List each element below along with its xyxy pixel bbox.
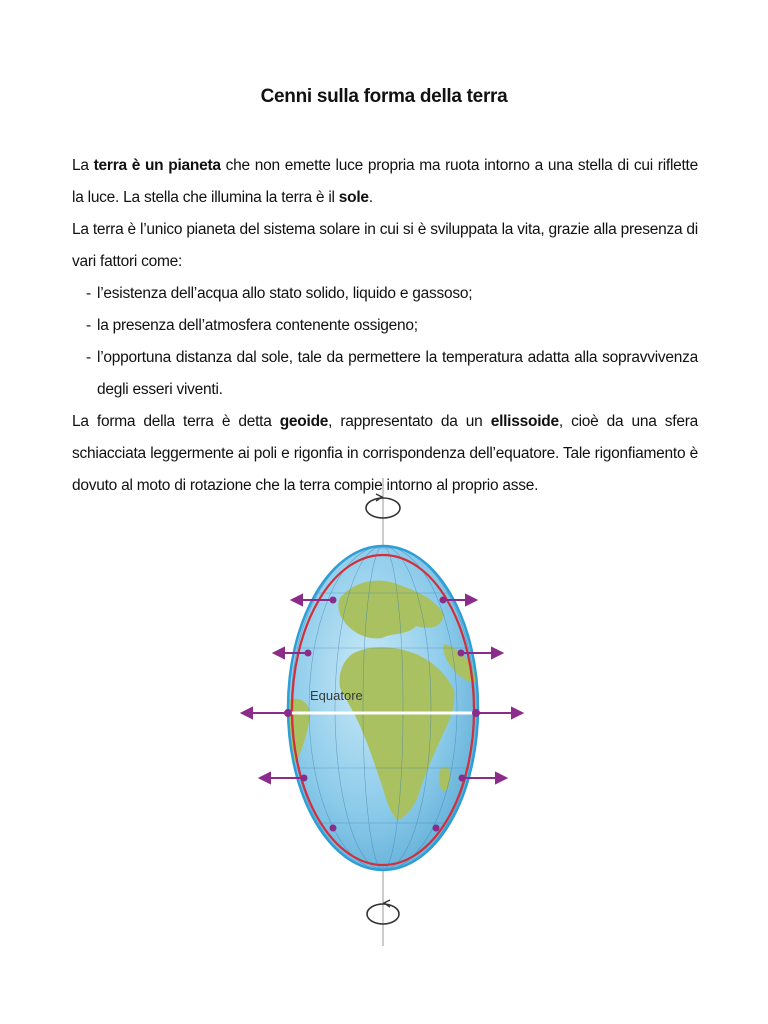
list-item-text: la presenza dell’atmosfera contenente ossigeno;: [97, 317, 418, 334]
list-item: [72, 342, 698, 406]
shape-text-3: , cioè da una sfera schiacciata leggermente ai poli e rigonfia in corrispondenza dell’equatore. Tale rigonfiamento è dovuto al moto di rotazione che la terra compie intorno al proprio asse.: [72, 413, 698, 494]
paragraph-life: La terra è l’unico pianeta del sistema solare in cui si è sviluppata la vita, grazie alla presenza di vari fattori come:: [72, 221, 698, 270]
shape-bold-geoid: geoide: [279, 413, 329, 430]
list-item-text: l’opportuna distanza dal sole, tale da permettere la temperatura adatta alla sopravvivenza degli esseri viventi.: [97, 349, 698, 398]
intro-text-2: che non emette luce propria ma ruota intorno a una stella di cui riflette la luce. La stella che illumina la terra è il: [72, 157, 698, 206]
document-title: Cenni sulla forma della terra: [260, 86, 508, 107]
shape-bold-ellipsoid: ellissoide: [490, 413, 559, 430]
shape-text-2: , rappresentato da un: [328, 413, 491, 430]
list-dash: -: [86, 349, 91, 366]
list-item-text: l’esistenza dell’acqua allo stato solido, liquido e gassoso;: [97, 285, 473, 302]
intro-text-3: .: [368, 189, 373, 206]
document-body: [72, 150, 698, 502]
intro-bold-sun: sole: [338, 189, 369, 206]
shape-text-1: La forma della terra è detta: [72, 413, 280, 430]
list-item: [72, 310, 698, 342]
intro-bold-planet: terra è un pianeta: [93, 157, 221, 174]
list-dash: -: [86, 285, 91, 302]
paragraph-intro: [72, 150, 698, 214]
factors-list: [72, 278, 698, 406]
earth-diagram: [230, 468, 540, 958]
list-dash: -: [86, 317, 91, 334]
list-item: [72, 278, 698, 310]
earth-shape-figure: [230, 468, 540, 958]
intro-text-1: La: [72, 157, 94, 174]
equator-label: Equatore: [310, 688, 363, 703]
